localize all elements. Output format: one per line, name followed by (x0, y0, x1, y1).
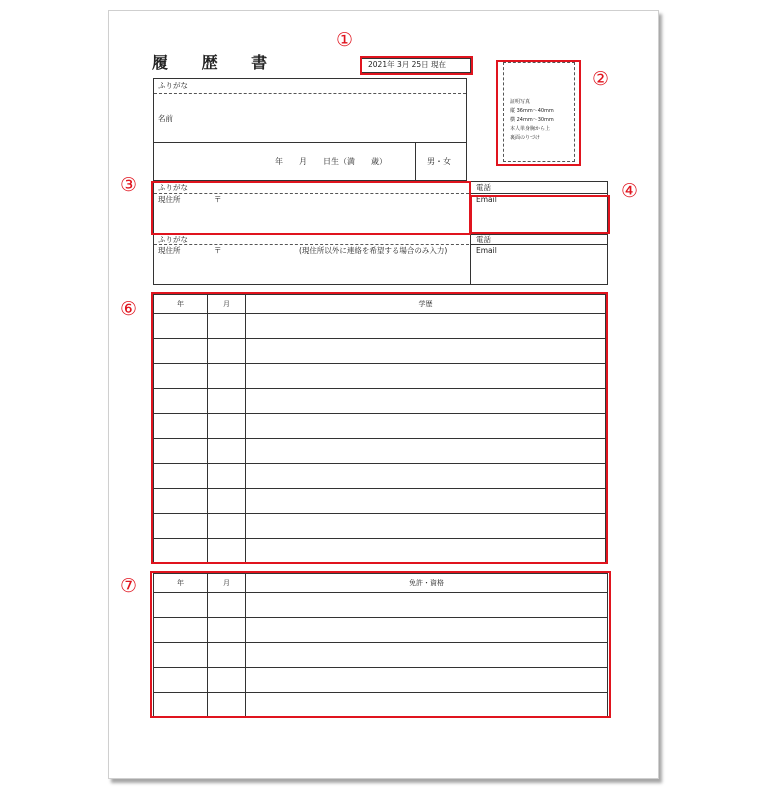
education-header-year: 年 (154, 295, 208, 314)
marker-3: ③ (120, 174, 138, 196)
furigana-label: ふりがな (158, 81, 188, 90)
name-bottom-line (154, 142, 466, 143)
license-header-year: 年 (154, 574, 208, 593)
contact-phone-label: 電話 (476, 235, 491, 244)
name-field[interactable] (154, 94, 466, 141)
contact-address-label: 現住所 (158, 246, 181, 255)
email-label: Email (476, 195, 497, 204)
highlight-4 (470, 195, 610, 234)
contact-furigana-label: ふりがな (158, 235, 188, 244)
license-header-month: 月 (208, 574, 246, 593)
highlight-6 (151, 292, 608, 564)
highlight-3 (151, 181, 471, 235)
highlight-2 (496, 60, 581, 166)
form-title: 履 歴 書 (152, 53, 282, 72)
contact-phone-divider (471, 244, 607, 245)
highlight-1 (360, 56, 473, 75)
contact-address-field[interactable] (155, 257, 467, 283)
contact-postal: 〒 (214, 246, 222, 255)
name-label: 名前 (158, 114, 173, 123)
contact-email-label: Email (476, 246, 497, 255)
address-postal: 〒 (214, 195, 222, 204)
contact-furigana-divider (154, 244, 469, 245)
photo-instructions: 証明写真 縦 36mm〜40mm 横 24mm〜30mm 本人単身胸から上 裏面のりづけ (510, 99, 554, 141)
highlight-7 (150, 571, 611, 718)
gender-divider (415, 142, 416, 181)
address-label: 現住所 (158, 195, 181, 204)
marker-4: ④ (621, 180, 639, 202)
address-furigana-label: ふりがな (158, 183, 188, 192)
gender-text[interactable]: 男・女 (427, 157, 451, 166)
license-header-qualifications: 免許・資格 (246, 574, 608, 593)
date-text: 2021年 3月 25日 現在 (368, 60, 447, 69)
birth-line: 年 月 日生（満 歳） (275, 157, 387, 166)
marker-1: ① (336, 29, 354, 51)
phone-divider (471, 193, 607, 194)
contact-note: (現住所以外に連絡を希望する場合のみ入力) (299, 246, 448, 255)
marker-6: ⑥ (120, 298, 138, 320)
phone-label: 電話 (476, 183, 491, 192)
education-header-month: 月 (208, 295, 246, 314)
education-header-history: 学歴 (246, 295, 606, 314)
marker-7: ⑦ (120, 575, 138, 597)
marker-2: ② (592, 68, 610, 90)
